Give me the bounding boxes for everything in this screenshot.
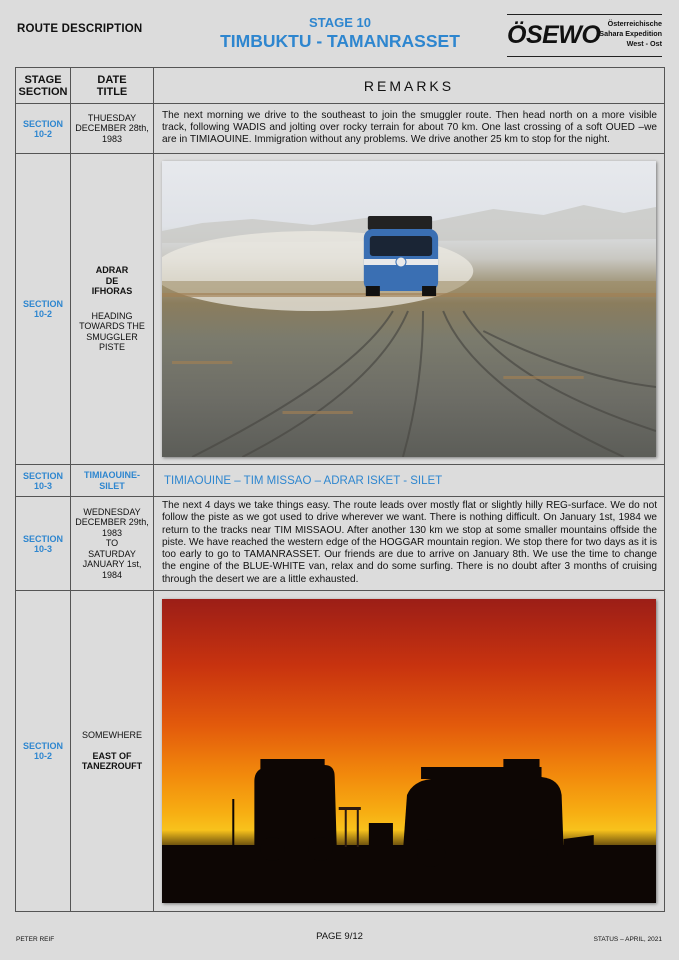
logo-subtitle-line3: West - Ost xyxy=(626,38,662,48)
vw-van xyxy=(364,216,438,296)
title-cell: TIMIAOUINE- SILET xyxy=(71,465,154,497)
logo-subtitle-line1: Österreichische xyxy=(607,19,662,28)
table-row xyxy=(16,497,665,591)
remarks-text: The next 4 days we take things easy. The route leads over mostly flat or slightly hilly REG-surface. We do not follow the piste as we got used to drive wherever we want. There is nothing difficult. On January 1st, 1984 we return to the tracks near TIM MISSAOU. After another 130 km we stop at some smaller mountains offside the piste. We have reached the western edge of the HOGGAR mountain region. We stop there for two days as it is too early to go to TAMANRASSET. Our friends are due to arrive on January 8th. We use the time to change the engine of the BLUE-WHITE van, relax and do some surfing. There is no doubt after 3 months of cruising through the desert we are a little exhausted. xyxy=(162,499,657,585)
header-stage-section: STAGE SECTION xyxy=(16,68,71,104)
route-subheading: TIMIAOUINE – TIM MISSAO – ADRAR ISKET - SILET xyxy=(164,474,443,487)
stage-route: TIMBUKTU - TAMANRASSET xyxy=(220,31,460,51)
section-cell: SECTION 10-3 xyxy=(16,465,71,497)
table-header-row xyxy=(16,68,665,104)
remarks-cell xyxy=(154,497,665,591)
osewo-logo xyxy=(507,14,662,58)
footer-status: STATUS – APRIL, 2021 xyxy=(593,936,662,943)
sunset-vans-photo xyxy=(162,599,656,903)
section-cell: SECTION 10-2 xyxy=(16,104,71,154)
route-table xyxy=(15,67,665,912)
table-row xyxy=(16,104,665,154)
title-cell: SOMEWHERE EAST OF TANEZROUFT xyxy=(71,591,154,912)
logo-subtitle-line2: Sahara Expedition xyxy=(599,28,662,38)
section-cell: SECTION 10-3 xyxy=(16,497,71,591)
desert-van-illustration xyxy=(162,161,656,457)
remarks-cell xyxy=(154,104,665,154)
section-cell: SECTION 10-2 xyxy=(16,591,71,912)
logo-word: ÖSEWO xyxy=(507,21,601,49)
table-row xyxy=(16,154,665,465)
title-cell: ADRAR DE IFHORAS HEADING TOWARDS THE SMUGGLER PISTE xyxy=(71,154,154,465)
page-number: PAGE 9/12 xyxy=(316,931,363,942)
photo-cell xyxy=(154,154,665,465)
footer-author: PETER REIF xyxy=(16,936,55,943)
logo-rule-bottom xyxy=(507,56,662,57)
photo-cell xyxy=(154,591,665,912)
remarks-text: The next morning we drive to the southeast to join the smuggler route. Then head north on a more visible track, following WADIS and jolting over rocky terrain for about 70 km. One last crossing of a soft OUED –we are in TIMIAOUINE. Immigration without any problems. We drive another 25 km to stop for the night. xyxy=(162,109,657,146)
header-date-title: DATE TITLE xyxy=(71,68,154,104)
remarks-cell xyxy=(154,465,665,497)
sunset-silhouette-illustration xyxy=(162,599,656,903)
section-cell: SECTION 10-2 xyxy=(16,154,71,465)
logo-rule-top xyxy=(507,14,662,15)
table-row xyxy=(16,465,665,497)
logo-subtitle xyxy=(587,19,662,48)
header-remarks: REMARKS xyxy=(154,68,665,104)
stage-number: STAGE 10 xyxy=(309,15,371,30)
desert-van-photo xyxy=(162,161,656,457)
stage-heading xyxy=(200,15,480,52)
document-label: ROUTE DESCRIPTION xyxy=(17,23,143,35)
table-row xyxy=(16,591,665,912)
date-cell: WEDNESDAY DECEMBER 29th, 1983 TO SATURDAY JANUARY 1st, 1984 xyxy=(71,497,154,591)
date-cell: THUESDAY DECEMBER 28th, 1983 xyxy=(71,104,154,154)
